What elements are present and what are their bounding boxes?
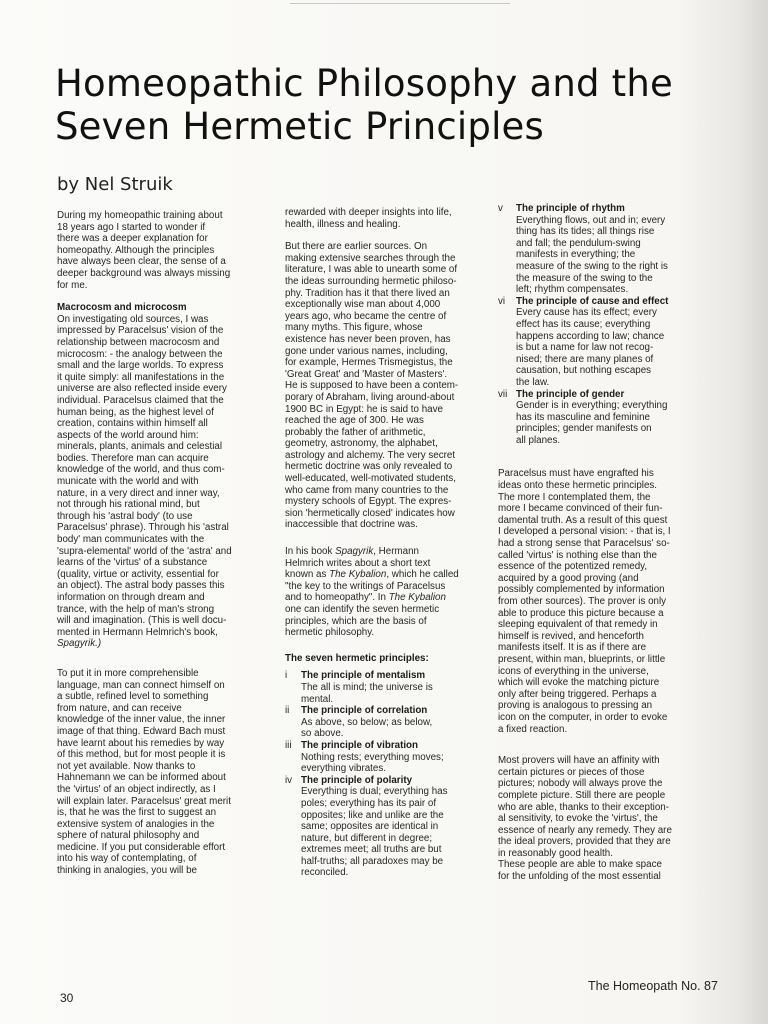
text-line: 'Great Great' and 'Master of Masters'. <box>285 368 448 380</box>
principle-item <box>285 740 493 775</box>
principle-text-line: manifests in everything; the <box>516 249 636 261</box>
text-line: deeper background was always missing <box>57 267 231 279</box>
principle-numeral: ii <box>285 705 290 717</box>
text-line: principles, which are the basis of <box>285 615 427 627</box>
text-line: Hahnemann we can be informed about <box>57 772 226 784</box>
text-line: will and imagination. (This is well docu- <box>57 615 227 627</box>
principle-text-line: so above. <box>301 728 344 740</box>
publication-name: The Homeopath No. 87 <box>588 979 718 993</box>
text-line: proving is analogous to pressing an <box>498 700 653 712</box>
text-line: making extensive searches through the <box>285 252 456 264</box>
principle-text-line: Everything is dual; everything has <box>301 786 448 798</box>
principle-text-line: same; opposites are identical in <box>301 821 439 833</box>
text-line: it quite simply: all manifestations in the <box>57 371 225 383</box>
text-line: Paracelsus must have engrafted his <box>498 468 654 480</box>
text-line: essence of nearly any remedy. They are <box>498 824 672 836</box>
text-line: hermetic philosophy. <box>285 627 375 639</box>
text-line: had a strong sense that Paracelsus' so- <box>498 538 670 550</box>
text-line: sleeping equivalent of that remedy in <box>498 619 658 631</box>
text-line: mented in Hermann Helmrich's book, <box>57 626 218 638</box>
text-line: certain pictures or pieces of those <box>498 766 645 778</box>
text-line: bodies. Therefore man can acquire <box>57 452 209 464</box>
principle-text-line: measure of the swing to the right is <box>516 260 668 272</box>
principle-text-line: As above, so below; as below, <box>301 716 433 728</box>
text-line: damental truth. As a result of this quest <box>498 514 668 526</box>
text-line: known as The Kybalion, which he called <box>285 569 459 581</box>
text-line: knowledge of the world, and thus com- <box>57 464 225 476</box>
section-heading-macrocosm: Macrocosm and microcosm <box>57 302 187 314</box>
text-line: the ideas surrounding hermetic philoso- <box>285 275 457 287</box>
text-line: present, within man, blueprints, or little <box>498 653 666 665</box>
text-line: language, man can connect himself on <box>57 679 225 691</box>
text-line: into his way of contemplating, of <box>57 853 197 865</box>
text-line: not through his rational mind, but <box>57 499 200 511</box>
principle-text-line: poles; everything has its pair of <box>301 797 437 809</box>
text-line: image of that thing. Edward Bach must <box>57 725 226 737</box>
text-line: knowledge of the inner value, the inner <box>57 714 226 726</box>
text-line: in reasonably good health. <box>498 847 613 859</box>
text-line: These people are able to make space <box>498 859 662 871</box>
text-line: pictures; nobody will always prove the <box>498 778 663 790</box>
text-line: there was a deeper explanation for <box>57 233 208 245</box>
principle-numeral: iv <box>285 774 293 786</box>
text-line: exceptionally wise man about 4,000 <box>285 299 441 311</box>
text-line: thinking in analogies, you will be <box>57 865 197 877</box>
text-line: is, that he was the first to suggest an <box>57 807 217 819</box>
text-line: medicine. If you put considerable effort <box>57 841 226 853</box>
text-line: through his 'astral body' (to use <box>57 510 193 522</box>
byline: by Nel Struik <box>57 174 173 195</box>
text-line: an object). The astral body passes this <box>57 580 225 592</box>
principle-text-line: Every cause has its effect; every <box>516 307 657 319</box>
book-title-italic: Spagyrik.) <box>57 638 102 650</box>
text-line: Most provers will have an affinity with <box>498 755 660 767</box>
principle-text-line: is but a name for law not recog- <box>516 342 654 354</box>
text-line: learns of the 'virtus' of a substance <box>57 557 208 569</box>
text-line: minerals, plants, animals and celestial <box>57 441 222 453</box>
text-line: which will evoke the matching picture <box>498 677 660 689</box>
text-line: well-educated, well-motivated students, <box>285 473 456 485</box>
text-line: nature, in a very direct and inner way, <box>57 487 220 499</box>
earlier-sources-paragraph <box>285 241 493 531</box>
text-line: from other sources). The prover is only <box>498 596 667 607</box>
principle-title: The principle of polarity <box>301 774 413 786</box>
principle-item <box>285 775 493 879</box>
principle-text-line: principles; gender manifests on <box>516 423 652 435</box>
text-line: the 'virtus' of an object indirectly, as I <box>57 783 216 795</box>
text-line: for the unfolding of the most essential <box>498 871 661 883</box>
text-line: who came from many countries to the <box>285 484 449 496</box>
principle-title: The principle of rhythm <box>516 203 625 214</box>
principle-text-line: Everything flows, out and in; every <box>516 214 666 226</box>
text-line: inaccessible that doctrine was. <box>285 519 418 531</box>
principle-text-line: half-truths; all paradoxes may be <box>301 855 444 867</box>
text-line: porary of Abraham, living around-about <box>285 391 455 403</box>
text-line: 'supra-elemental' world of the 'astra' and <box>57 545 232 557</box>
principle-numeral: i <box>285 670 288 682</box>
principle-text-line: opposites; like and unlike are the <box>301 809 444 821</box>
text-line: homeopathy. Although the principles <box>57 244 215 256</box>
principle-item <box>285 705 493 740</box>
principles-list-2 <box>498 203 726 446</box>
principle-text-line: left; rhythm compensates. <box>516 284 629 296</box>
text-line: have always been clear, the sense of a <box>57 256 226 268</box>
text-line: icons of everything in the universe, <box>498 665 649 677</box>
column-1 <box>57 210 269 888</box>
text-line: "the key to the writings of Paracelsus <box>285 580 446 592</box>
principle-item <box>498 203 726 296</box>
text-line: trance, with the help of man's strong <box>57 603 215 615</box>
text-line: icon on the computer, in order to evoke <box>498 711 668 723</box>
principle-text-line: and fall; the pendulum-swing <box>516 237 641 249</box>
text-line: On investigating old sources, I was <box>57 313 209 325</box>
principle-title: The principle of mentalism <box>301 670 426 682</box>
text-line: of this method, but for most people it is <box>57 749 226 761</box>
text-line: In his book Spagyrik, Hermann <box>285 546 419 558</box>
text-line: But there are earlier sources. On <box>285 241 428 253</box>
text-line: gone under various names, including, <box>285 345 448 357</box>
principle-text-line: effect has its cause; everything <box>516 318 651 330</box>
text-line: sphere of natural philosophy and <box>57 830 200 842</box>
text-line: 1900 BC in Egypt: he is said to have <box>285 403 443 415</box>
text-line: human being, as the highest level of <box>57 406 214 418</box>
text-line: universe are also reflected inside every <box>57 383 227 395</box>
text-line: mystery schools of Egypt. The expres- <box>285 496 452 508</box>
principle-text-line: reconciled. <box>301 867 349 879</box>
text-line: will explain later. Paracelsus' great merit <box>57 795 231 807</box>
text-line: I developed a personal vision: - that is, I <box>498 526 671 538</box>
principle-title: The principle of correlation <box>301 705 428 717</box>
principle-text-line: the measure of the swing to the <box>516 272 653 284</box>
text-line: information on through dream and <box>57 592 205 603</box>
text-line: for me. <box>57 279 88 291</box>
text-line: al sensitivity, to evoke the 'virtus', the <box>498 813 658 825</box>
principle-text-line: all planes. <box>516 434 561 446</box>
principle-text-line: The all is mind; the universe is <box>301 681 433 693</box>
title-line: Homeopathic Philosophy and the <box>55 62 673 105</box>
text-line: extensive system of analogies in the <box>57 818 215 830</box>
text-line: small and the large worlds. To express <box>57 360 224 372</box>
provers-paragraph <box>498 755 726 883</box>
principle-text-line: nature, but different in degree; <box>301 832 433 844</box>
intro-paragraph <box>57 210 269 291</box>
engrafted-paragraph <box>498 468 726 735</box>
text-line: The more I contemplated them, the <box>498 491 651 503</box>
text-line: acquired by a good proving (and <box>498 572 639 584</box>
text-line: for example, Hermes Trismegistus, the <box>285 357 453 369</box>
text-line: microcosm: - the analogy between the <box>57 348 223 360</box>
text-line: body' man communicates with the <box>57 534 205 546</box>
text-line: geometry, astronomy, the alphabet, <box>285 438 438 450</box>
principle-item <box>498 296 726 389</box>
text-line: aspects of the world around him: <box>57 429 199 441</box>
text-line: manifests itself. It is as if there are <box>498 642 647 654</box>
principles-list-1 <box>285 670 493 879</box>
text-line: impressed by Paracelsus' vision of the <box>57 325 224 337</box>
macrocosm-paragraph <box>57 314 269 650</box>
principle-numeral: vii <box>498 388 508 400</box>
top-rule <box>290 3 510 4</box>
principle-title: The principle of cause and effect <box>516 295 669 307</box>
text-line: He is supposed to have been a contem- <box>285 380 459 392</box>
text-line: health, illness and healing. <box>285 218 401 230</box>
text-line: reached the age of 300. He was <box>285 415 424 427</box>
text-line: During my homeopathic training about <box>57 210 223 221</box>
text-line: existence has never been proven, has <box>285 333 451 345</box>
text-line: phy. Tradition has it that there lived an <box>285 287 450 299</box>
principle-text-line: nised; there are many planes of <box>516 353 654 365</box>
title-line: Seven Hermetic Principles <box>55 105 544 148</box>
text-line: individual. Paracelsus claimed that the <box>57 394 224 406</box>
book-title <box>57 638 269 650</box>
principle-text-line: Gender is in everything; everything <box>516 400 668 412</box>
text-line: the ideal provers, provided that they are <box>498 836 671 848</box>
principle-text-line: mental. <box>301 693 334 705</box>
principle-text-line: the law. <box>516 376 550 388</box>
text-line: literature, I was able to unearth some of <box>285 264 458 276</box>
text-line: astrology and alchemy. The very secret <box>285 449 456 461</box>
principle-text-line: thing has its tides; all things rise <box>516 226 655 238</box>
text-line: years ago, who became the centre of <box>285 310 447 322</box>
text-line: have learnt about his remedies by way <box>57 737 225 749</box>
text-line: who are able, thanks to their exception- <box>498 801 670 813</box>
text-line: creation, contains within himself all <box>57 418 208 430</box>
comprehensible-paragraph <box>57 668 269 877</box>
principle-numeral: iii <box>285 739 292 751</box>
principle-numeral: vi <box>498 295 506 307</box>
principle-text-line: Nothing rests; everything moves; <box>301 751 444 763</box>
text-line: possibly complemented by information <box>498 584 665 596</box>
text-line: from nature, and can receive <box>57 702 182 714</box>
text-line: Paracelsus' phrase). Through his 'astral <box>57 522 229 534</box>
principle-numeral: v <box>498 203 503 214</box>
principle-title: The principle of gender <box>516 388 625 400</box>
text-line: himself is revived, and henceforth <box>498 630 644 642</box>
text-line: complete picture. Still there are people <box>498 789 666 801</box>
column-2 <box>285 207 493 891</box>
principle-text-line: has its masculine and feminine <box>516 411 650 423</box>
kybalion-paragraph <box>285 546 493 639</box>
text-line: only after being triggered. Perhaps a <box>498 688 657 700</box>
principle-title: The principle of vibration <box>301 739 419 751</box>
text-line: 18 years ago I started to wonder if <box>57 221 206 233</box>
text-line: ideas onto these hermetic principles. <box>498 480 658 492</box>
text-line: able to produce this picture because a <box>498 607 664 619</box>
text-line: one can identify the seven hermetic <box>285 604 440 615</box>
text-line: (quality, virtue or activity, essential for <box>57 568 219 580</box>
principle-item <box>498 389 726 447</box>
page-number: 30 <box>60 991 74 1005</box>
principle-text-line: everything vibrates. <box>301 763 386 775</box>
text-line: To put it in more comprehensible <box>57 667 199 679</box>
text-line: many myths. This figure, whose <box>285 322 423 334</box>
text-line: more I became convinced of their fun- <box>498 503 663 515</box>
text-line: a subtle, refined level to something <box>57 691 209 703</box>
principle-text-line: extremes meet; all truths are but <box>301 844 442 856</box>
text-line: hermetic doctrine was only revealed to <box>285 461 453 473</box>
principle-text-line: causation, but nothing escapes <box>516 365 652 377</box>
text-line: relationship between macrocosm and <box>57 336 220 348</box>
text-line: a fixed reaction. <box>498 723 568 735</box>
principle-item <box>285 670 493 705</box>
continued-paragraph <box>285 207 493 230</box>
text-line: essence of the potentized remedy, <box>498 561 648 573</box>
text-line: not yet available. Now thanks to <box>57 760 196 772</box>
text-line: sion 'hermetically closed' indicates how <box>285 507 455 519</box>
column-3 <box>498 203 726 894</box>
text-line: called 'virtus' is nothing else than the <box>498 549 657 561</box>
text-line: probably the father of arithmetic, <box>285 426 426 438</box>
principles-heading: The seven hermetic principles: <box>285 652 429 664</box>
principle-text-line: happens according to law; chance <box>516 330 665 342</box>
text-line: Helmrich writes about a short text <box>285 557 431 569</box>
article-title <box>55 62 735 148</box>
book-title: The Kybalion <box>329 569 387 581</box>
text-line: rewarded with deeper insights into life, <box>285 207 452 218</box>
book-title: Spagyrik <box>335 546 374 558</box>
text-line: and to homeopathy". In The Kybalion <box>285 592 446 604</box>
book-title: The Kybalion <box>388 592 446 604</box>
text-line: municate with the world and with <box>57 476 199 488</box>
